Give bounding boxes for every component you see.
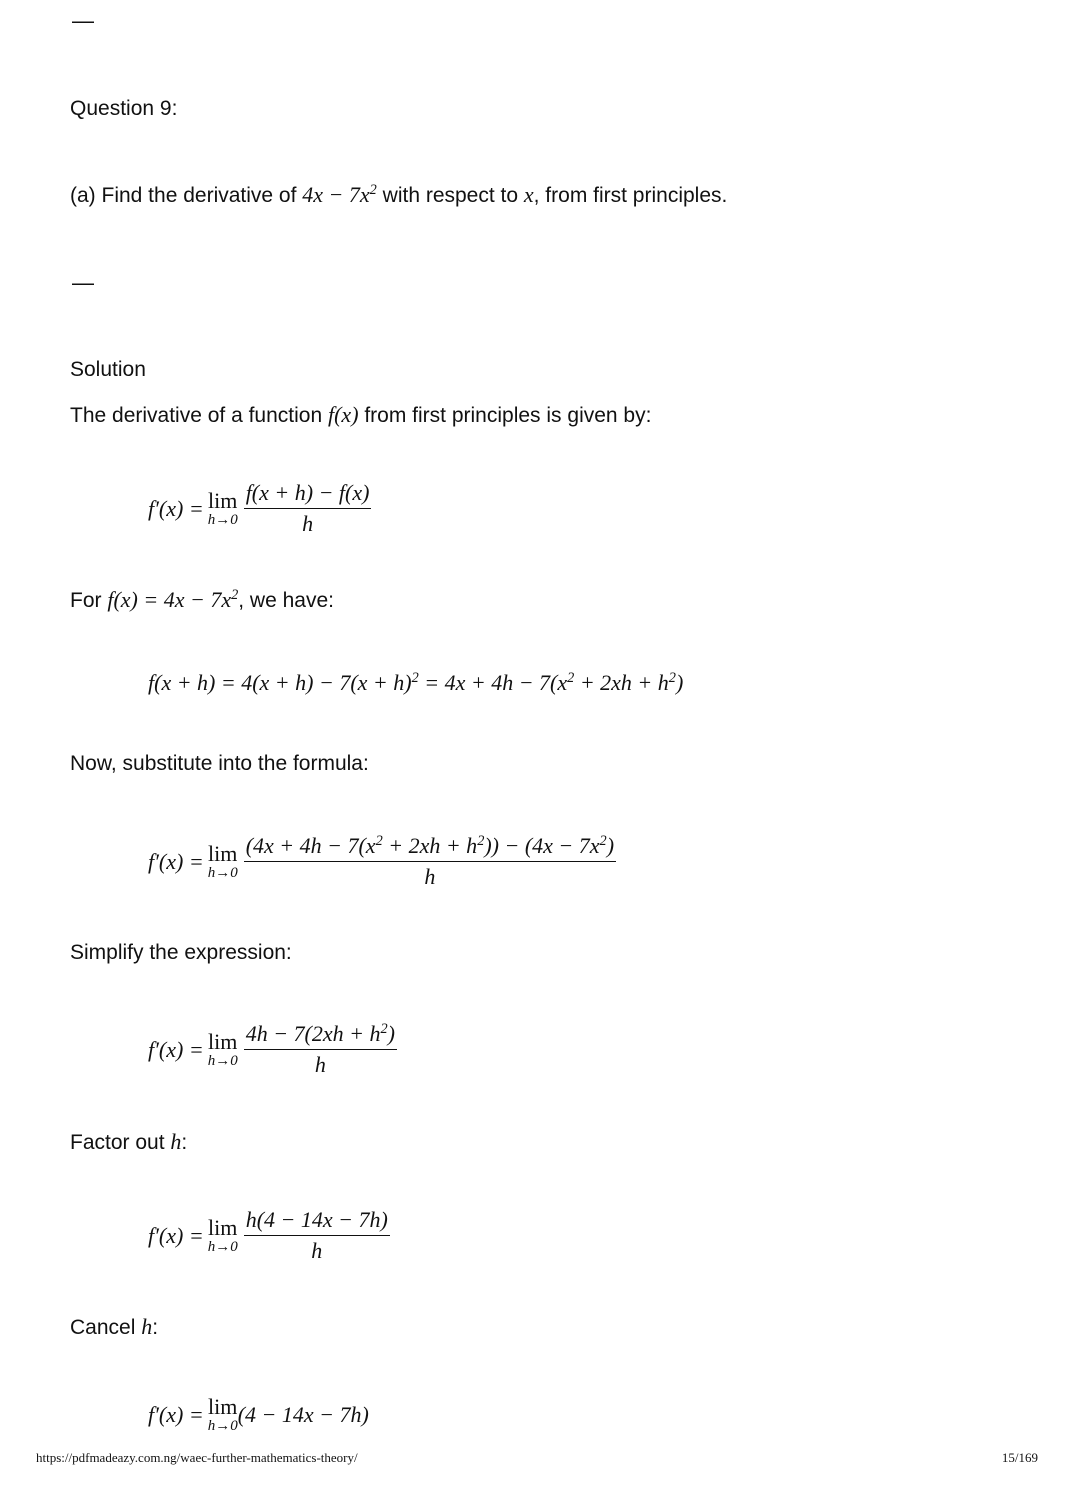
- intro-prefix: The derivative of a function: [70, 404, 328, 427]
- eq4-num-b: ): [387, 1021, 395, 1046]
- eq3-num-c: )) − (4x − 7x: [484, 833, 600, 858]
- eq5-fraction: [244, 1207, 390, 1264]
- eq1-numerator: f(x + h) − f(x): [244, 480, 372, 509]
- eq3-denominator: h: [424, 864, 436, 889]
- equation-substitution: [148, 833, 618, 890]
- eq2-sup2: 2: [567, 670, 575, 687]
- intro-suffix: from first principles is given by:: [358, 404, 652, 427]
- solution-heading: Solution: [70, 358, 146, 381]
- eq3-num-d: ): [606, 833, 615, 858]
- cancel-variable: h: [141, 1314, 153, 1339]
- substitute-text: Now, substitute into the formula:: [70, 752, 369, 775]
- eq4-lim-word: lim: [208, 1029, 238, 1054]
- eq1-limit: [208, 488, 238, 529]
- eq2-sup3: 2: [668, 670, 676, 687]
- for-expression: [107, 587, 238, 612]
- factor-variable: h: [170, 1129, 182, 1154]
- eq2-part2: = 4x + 4h − 7(x: [418, 670, 568, 695]
- eq5-denominator: h: [311, 1238, 323, 1263]
- factor-prefix: Factor out: [70, 1131, 171, 1154]
- part-a-expr-base: 4x − 7x: [302, 182, 370, 207]
- footer-page-number: 15/169: [1001, 1450, 1038, 1465]
- part-a-suffix: , from first principles.: [533, 184, 728, 207]
- eq5-lim-sub: h→0: [207, 1239, 238, 1255]
- eq3-fraction: [244, 833, 616, 890]
- part-a-mid: with respect to: [376, 184, 524, 207]
- eq3-num-b: + 2xh + h: [382, 833, 478, 858]
- for-expr-sup: 2: [231, 587, 239, 604]
- eq3-limit: [208, 841, 238, 882]
- eq3-num-sup-c: 2: [599, 833, 607, 850]
- question-heading: Question 9:: [70, 97, 178, 120]
- eq4-limit: [208, 1029, 238, 1070]
- eq3-lhs: f′(x) =: [148, 848, 204, 874]
- cancel-suffix: :: [152, 1316, 159, 1339]
- eq3-num-a: (4x + 4h − 7(x: [245, 833, 376, 858]
- eq4-num-sup: 2: [380, 1021, 388, 1038]
- eq1-lim-sub: h→0: [207, 512, 238, 528]
- eq1-lim-word: lim: [208, 488, 238, 513]
- eq3-num-sup-b: 2: [477, 833, 485, 850]
- cancel-prefix: Cancel: [70, 1316, 142, 1339]
- eq3-num-sup-a: 2: [375, 833, 383, 850]
- eq4-numerator: [244, 1021, 397, 1050]
- for-prefix: For: [70, 589, 108, 612]
- eq6-limit: [208, 1394, 238, 1435]
- for-line: [70, 587, 334, 613]
- intro-function: f(x): [327, 402, 359, 427]
- part-a-expression: [302, 182, 377, 207]
- eq4-num-a: 4h − 7(2xh + h: [245, 1021, 381, 1046]
- eq6-lim-sub: h→0: [207, 1418, 238, 1434]
- part-a-statement: [70, 182, 727, 208]
- eq5-limit: [208, 1215, 238, 1256]
- eq5-numerator: h(4 − 14x − 7h): [244, 1207, 390, 1236]
- factor-suffix: :: [181, 1131, 188, 1154]
- separator-dash-top: —: [72, 8, 94, 33]
- equation-cancelled: [148, 1394, 369, 1435]
- eq3-lim-word: lim: [208, 841, 238, 866]
- equation-factored: [148, 1207, 392, 1264]
- footer-url[interactable]: https://pdfmadeazy.com.ng/waec-further-mathematics-theory/: [36, 1450, 358, 1465]
- for-suffix: , we have:: [238, 589, 334, 612]
- cancel-line: [70, 1314, 158, 1340]
- part-a-prefix: (a) Find the derivative of: [70, 184, 303, 207]
- eq5-lhs: f′(x) =: [148, 1222, 204, 1248]
- eq2-part4: ): [675, 670, 684, 695]
- separator-dash-mid: —: [72, 270, 94, 295]
- eq2-sup1: 2: [411, 670, 419, 687]
- equation-definition: [148, 480, 373, 537]
- factor-line: [70, 1129, 187, 1155]
- part-a-expr-sup: 2: [369, 182, 377, 199]
- equation-simplified: [148, 1021, 399, 1078]
- solution-intro: [70, 402, 651, 428]
- for-expr-base: f(x) = 4x − 7x: [107, 587, 232, 612]
- eq3-numerator: [244, 833, 616, 862]
- eq4-lim-sub: h→0: [207, 1053, 238, 1069]
- eq5-lim-word: lim: [208, 1215, 238, 1240]
- eq6-lhs: f′(x) =: [148, 1401, 204, 1427]
- eq6-body: (4 − 14x − 7h): [237, 1401, 369, 1427]
- eq4-fraction: [244, 1021, 397, 1078]
- eq2-part3: + 2xh + h: [574, 670, 669, 695]
- eq1-fraction: [244, 480, 372, 537]
- eq4-lhs: f′(x) =: [148, 1036, 204, 1062]
- eq4-denominator: h: [314, 1052, 326, 1077]
- eq1-lhs: f′(x) =: [148, 495, 204, 521]
- eq1-denominator: h: [302, 511, 314, 536]
- eq6-lim-word: lim: [208, 1394, 238, 1419]
- equation-expansion: [148, 670, 683, 696]
- simplify-text: Simplify the expression:: [70, 941, 292, 964]
- eq3-lim-sub: h→0: [207, 865, 238, 881]
- part-a-variable: x: [523, 182, 534, 207]
- eq2-part1: f(x + h) = 4(x + h) − 7(x + h): [148, 670, 412, 695]
